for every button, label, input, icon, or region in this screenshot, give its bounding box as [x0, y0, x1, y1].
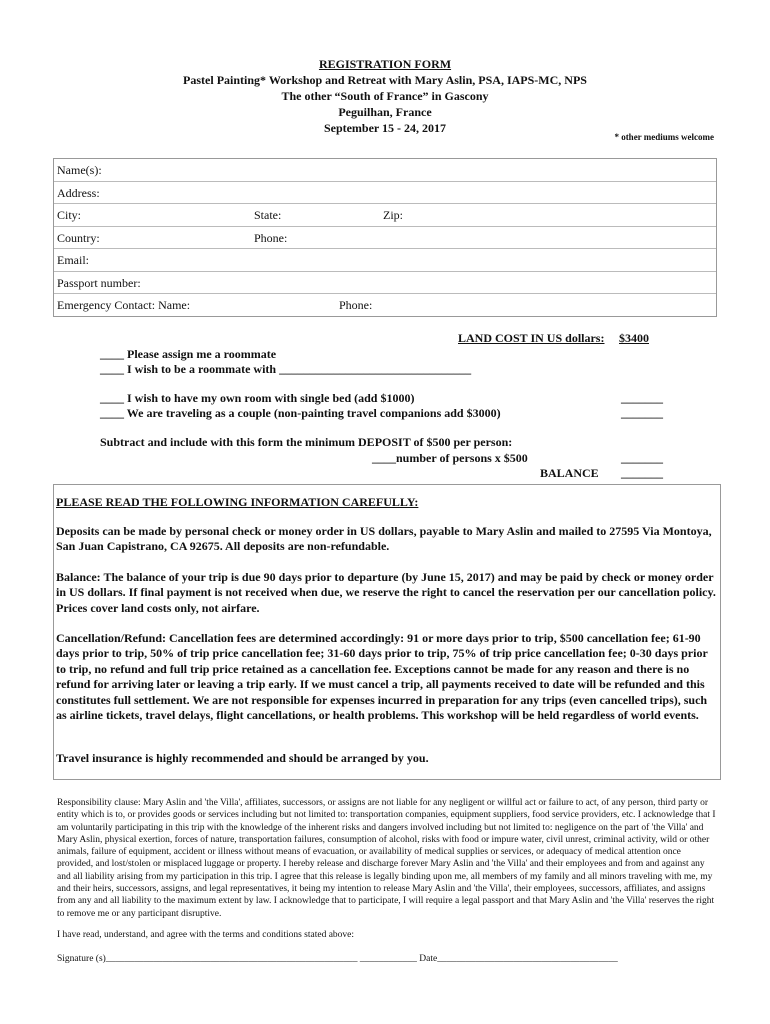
country-label: Country:	[57, 230, 100, 245]
balance-label: BALANCE	[540, 466, 599, 480]
address-row[interactable]	[54, 182, 716, 205]
deposits-paragraph: Deposits can be made by personal check or money order in US dollars, payable to Mary Aslin and mailed to 27595 Via Montoya, San Juan Capistrano, CA 92675. All deposits are non-refundable.	[56, 524, 712, 554]
email-label: Email:	[57, 253, 89, 267]
roommate-assign-option[interactable]: ____ Please assign me a roommate	[100, 347, 277, 361]
workshop-dates: September 15 - 24, 2017	[323, 121, 447, 135]
email-row[interactable]	[54, 249, 716, 272]
contact-table	[53, 158, 717, 317]
balance-amount-line[interactable]: _______	[621, 466, 663, 480]
emergency-contact-label: Emergency Contact: Name:	[57, 298, 191, 312]
phone-label: Phone:	[254, 230, 288, 245]
number-of-persons[interactable]: ____number of persons x $500	[372, 451, 528, 465]
deposit-instruction: Subtract and include with this form the minimum DEPOSIT of $500 per person:	[100, 435, 513, 449]
form-title: REGISTRATION FORM	[318, 57, 452, 71]
workshop-subtitle: The other “South of France” in Gascony	[281, 89, 489, 103]
signature-date-line[interactable]: Signature (s)_____________________________________________________ ____________ Date______________________________________	[57, 954, 618, 964]
zip-label: Zip:	[383, 208, 403, 222]
country-row[interactable]	[54, 227, 716, 250]
passport-label: Passport number:	[57, 275, 141, 290]
land-cost-value: $3400	[619, 331, 649, 345]
address-label: Address:	[57, 185, 100, 200]
couple-amount-line[interactable]: _______	[621, 406, 663, 420]
own-room-option[interactable]: ____ I wish to have my own room with single bed (add $1000)	[100, 391, 415, 405]
roommate-with-option[interactable]: ____ I wish to be a roommate with ________________________________	[100, 362, 472, 376]
cancellation-paragraph: Cancellation/Refund: Cancellation fees are determined accordingly: 91 or more days prior to trip, $500 cancellation fee; 61-90 days prior to trip, 50% of trip price cancellation fee; 31-60 days prior to trip, 75% of trip price cancellation fee; 0-30 days prior to trip, no refund and full trip price retained as a cancellation fee. Exceptions cannot be made for any reason and there is no refund for arriving later or leaving a trip early. If we must cancel a trip, all payments received to date will be refunded and this constitutes full settlement. We are not responsible for expenses incurred in preparation for any trips (even cancelled trips), such as airline tickets, travel delays, flight cancellations, or health problems. This workshop will be held regardless of world events.	[56, 631, 708, 723]
city-row[interactable]	[54, 204, 716, 227]
city-label: City:	[57, 208, 82, 222]
workshop-location: Peguilhan, France	[338, 105, 432, 119]
passport-row[interactable]	[54, 272, 716, 295]
couple-option[interactable]: ____ We are traveling as a couple (non-painting travel companions add $3000)	[100, 406, 501, 420]
emergency-row[interactable]	[54, 294, 716, 316]
names-label: Name(s):	[57, 163, 102, 177]
information-heading: PLEASE READ THE FOLLOWING INFORMATION CAREFULLY:	[56, 495, 419, 509]
land-cost-label: LAND COST IN US dollars:	[458, 331, 605, 345]
names-row[interactable]	[54, 159, 716, 182]
information-box	[53, 484, 721, 780]
mediums-note: * other mediums welcome	[614, 132, 714, 142]
insurance-paragraph: Travel insurance is highly recommended and should be arranged by you.	[56, 751, 429, 765]
responsibility-clause: Responsibility clause: Mary Aslin and 'the Villa', affiliates, successors, or assigns are not liable for any negligent or willful act or failure to act, of any person, third party or entity which is to, or provides goods or services including but not limited to: transportation companies, equipment suppliers, food service providers, etc. I acknowledge that I am voluntarily participating in this trip with the knowledge of the inherent risks and dangers involved including but not limited to: negligence on the part of 'the Villa' and Mary Aslin, physical exertion, forces of nature, transportation failures, consumption of alcohol, risks with food or impure water, civil unrest, criminal activity, wild or other animals, failure of equipment, accident or illness without means of evacuation, or availability of medical supplies or services, or adequacy of medical attention once provided, and lost/stolen or misplaced luggage or property. I hereby release and discharge forever Mary Aslin and 'the Villa' and their employees and from and against any and all liability arising from my participation in this trip. I agree that this release is legally binding upon me, all members of my family and all minors traveling with me, my and their heirs, successors, assigns, and legal representatives, it being my intention to release Mary Aslin and 'the Villa', their employees, successors, affiliates, and assigns from any and all liability to the maximum extent by law. I acknowledge that to participate, I will require a legal passport and that Mary Aslin and 'the Villa' reserves the right to remove me or any participant disruptive.	[57, 798, 716, 919]
emergency-phone-label: Phone:	[339, 298, 373, 312]
deposit-amount-line[interactable]: _______	[621, 451, 663, 465]
balance-paragraph: Balance: The balance of your trip is due 90 days prior to departure (by June 15, 2017) and may be paid by check or money order in US dollars. If final payment is not received when due, we reserve the right to cancel the reservation per our cancellation policy. Prices cover land costs only, not airfare.	[56, 570, 716, 615]
own-room-amount-line[interactable]: _______	[621, 391, 663, 405]
state-label: State:	[254, 208, 282, 222]
workshop-title: Pastel Painting* Workshop and Retreat with Mary Aslin, PSA, IAPS-MC, NPS	[183, 73, 587, 87]
agreement-statement: I have read, understand, and agree with the terms and conditions stated above:	[57, 930, 355, 940]
